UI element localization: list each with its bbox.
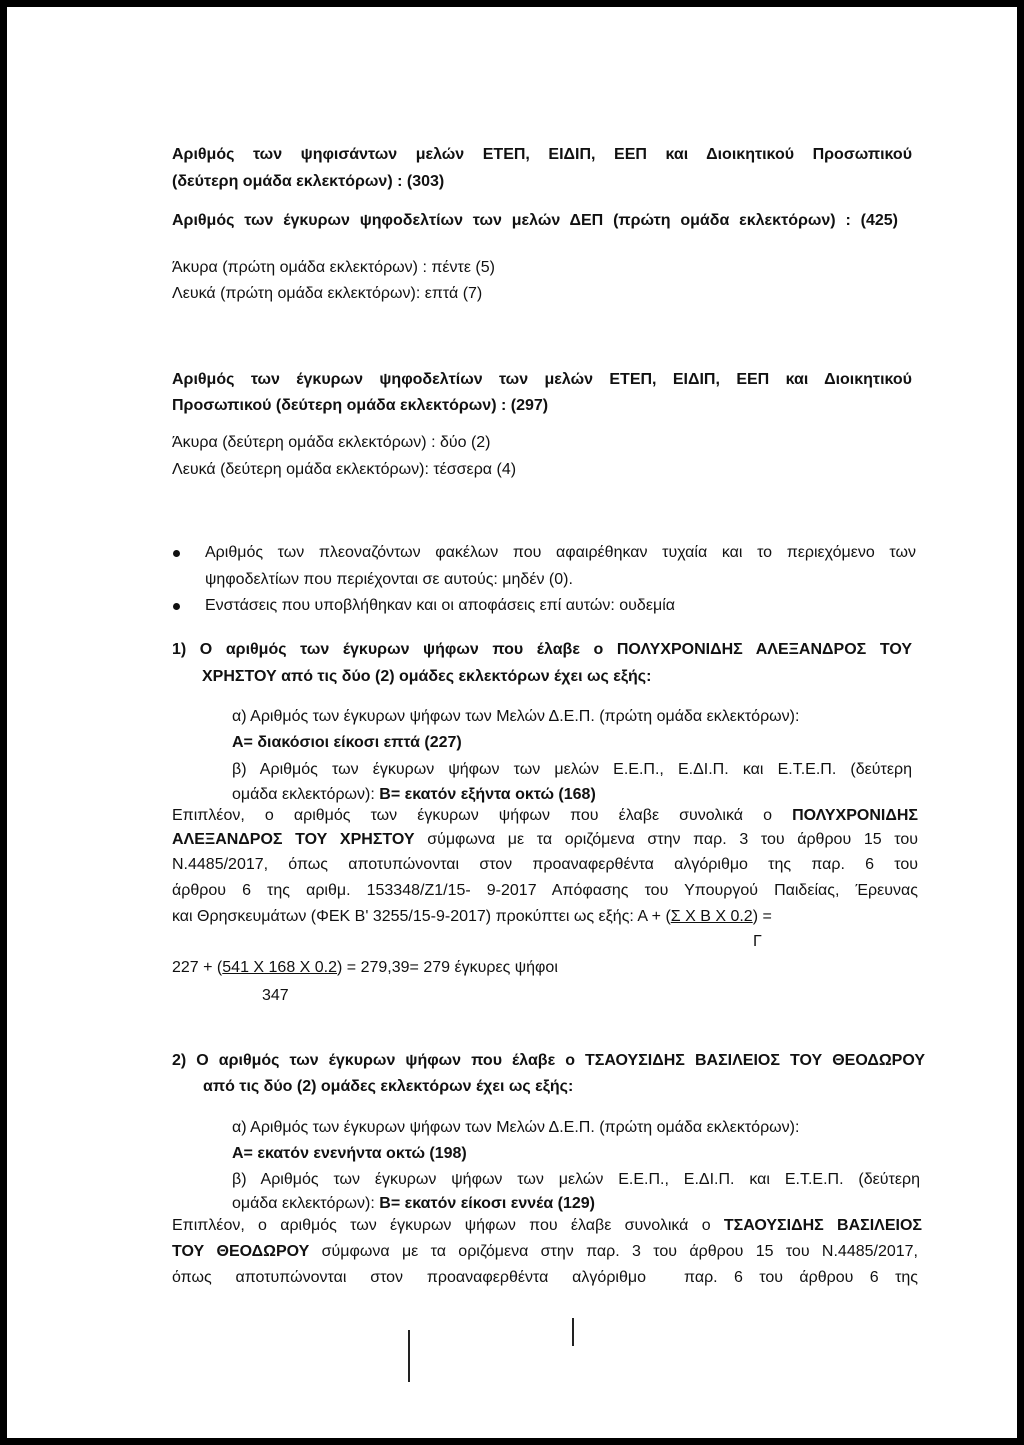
candidate-1-name-part-1: ΠΟΛΥΧΡΟΝΙΔΗΣ [792,807,918,824]
candidate-1-total-line-3: Ν.4485/2017, όπως αποτυπώνονται στον προαναφερθέντα αλγόριθμο της παρ. 6 του [172,856,918,873]
first-group-blank: Λευκά (πρώτη ομάδα εκλεκτόρων): επτά (7) [172,285,483,302]
candidate-1-total-line-2-text: σύμφωνα με τα οριζόμενα στην παρ. 3 του άρθρου 15 του [427,831,918,848]
bullet-icon [173,603,180,610]
scan-mark [572,1318,574,1346]
candidate-2-name-part-1: ΤΣΑΟΥΣΙΔΗΣ ΒΑΣΙΛΕΙΟΣ [723,1217,923,1234]
candidate-1-total-line-5-text: και Θρησκευμάτων (ΦΕΚ Β' 3255/15-9-2017) προκύπτει ως εξής: Α + ( [172,908,671,925]
candidate-1-b-label-line-1: β) Αριθμός των έγκυρων ψήφων των μελών Ε.Ε.Π., Ε.ΔΙ.Π. και Ε.Τ.Ε.Π. (δεύτερη [232,761,912,778]
candidate-1-total-line-4: άρθρου 6 της αριθμ. 153348/Ζ1/15- 9-2017 Απόφασης του Υπουργού Παιδείας, Έρευνας [172,882,918,899]
candidate-1-heading-line-2: ΧΡΗΣΤΟΥ από τις δύο (2) ομάδες εκλεκτόρων έχει ως εξής: [202,668,652,685]
result-suffix: ) = 279,39= 279 έγκυρες ψήφοι [337,959,558,976]
bullet-icon [173,550,180,557]
formula-numerator: Σ Χ Β Χ 0.2 [670,908,753,925]
candidate-2-a-label: α) Αριθμός των έγκυρων ψήφων των Μελών Δ.Ε.Π. (πρώτη ομάδα εκλεκτόρων): [232,1119,800,1136]
candidate-1-total-line-5 [172,907,772,927]
result-prefix: 227 + ( [172,959,223,976]
candidate-2-b-line-2 [232,1194,595,1214]
bullet-2-line-1: Ενστάσεις που υποβλήθηκαν και οι αποφάσεις επί αυτών: ουδεμία [205,597,675,614]
turnout-line-2: (δεύτερη ομάδα εκλεκτόρων) : (303) [172,173,445,190]
first-group-valid: Αριθμός των έγκυρων ψηφοδελτίων των μελών ΔΕΠ (πρώτη ομάδα εκλεκτόρων) : (425) [172,212,898,229]
candidate-2-name-part-2: ΤΟΥ ΘΕΟΔΩΡΟΥ [172,1243,310,1260]
candidate-2-heading-line-2: από τις δύο (2) ομάδες εκλεκτόρων έχει ως εξής: [203,1078,574,1095]
candidate-1-name-part-2: ΑΛΕΞΑΝΔΡΟΣ ΤΟΥ ΧΡΗΣΤΟΥ [172,831,415,848]
bullet-1-line-2: ψηφοδελτίων που περιέχονται σε αυτούς: μηδέν (0). [205,571,573,588]
candidate-1-result-line [172,958,558,978]
result-numerator: 541 Χ 168 Χ 0.2 [222,959,338,976]
candidate-1-a-label: α) Αριθμός των έγκυρων ψήφων των Μελών Δ.Ε.Π. (πρώτη ομάδα εκλεκτόρων): [232,708,800,725]
candidate-1-b-value: Β= εκατόν εξήντα οκτώ (168) [379,786,596,803]
candidate-2-a-value: Α= εκατόν ενενήντα οκτώ (198) [232,1145,467,1162]
candidate-2-heading-line-1: 2) Ο αριθμός των έγκυρων ψήφων που έλαβε ο ΤΣΑΟΥΣΙΔΗΣ ΒΑΣΙΛΕΙΟΣ ΤΟΥ ΘΕΟΔΩΡΟΥ [172,1052,925,1069]
candidate-1-total-line-2 [172,830,918,850]
second-group-invalid: Άκυρα (δεύτερη ομάδα εκλεκτόρων) : δύο (2) [172,434,491,451]
candidate-2-total-line-2 [172,1242,918,1262]
result-denominator: 347 [262,987,289,1004]
formula-denominator: Γ [753,933,762,950]
candidate-1-total-line-1 [172,806,918,826]
candidate-2-total-line-3-left: όπως αποτυπώνονται στον προαναφερθέντα αλγόριθμο [172,1269,646,1286]
scan-mark [408,1330,410,1382]
candidate-2-total-line-1 [172,1216,922,1236]
turnout-line-1: Αριθμός των ψηφισάντων μελών ΕΤΕΠ, ΕΙΔΙΠ, ΕΕΠ και Διοικητικού Προσωπικού [172,146,912,163]
candidate-1-a-value: Α= διακόσιοι είκοσι επτά (227) [232,734,462,751]
candidate-1-b-line-2 [232,785,596,805]
second-group-valid-line-1: Αριθμός των έγκυρων ψηφοδελτίων των μελών ΕΤΕΠ, ΕΙΔΙΠ, ΕΕΠ και Διοικητικού [172,371,912,388]
candidate-1-heading-line-1: 1) Ο αριθμός των έγκυρων ψήφων που έλαβε ο ΠΟΛΥΧΡΟΝΙΔΗΣ ΑΛΕΞΑΝΔΡΟΣ ΤΟΥ [172,641,912,658]
candidate-2-total-line-1-text: Επιπλέον, ο αριθμός των έγκυρων ψήφων που έλαβε συνολικά ο [172,1217,711,1234]
second-group-blank: Λευκά (δεύτερη ομάδα εκλεκτόρων): τέσσερα (4) [172,461,517,478]
second-group-valid-line-2: Προσωπικού (δεύτερη ομάδα εκλεκτόρων) : (297) [172,397,549,414]
candidate-2-total-line-2-text: σύμφωνα με τα οριζόμενα στην παρ. 3 του άρθρου 15 του Ν.4485/2017, [321,1243,918,1260]
candidate-2-b-label-line-1: β) Αριθμός των έγκυρων ψήφων των μελών Ε.Ε.Π., Ε.ΔΙ.Π. και Ε.Τ.Ε.Π. (δεύτερη [232,1171,920,1188]
bullet-1-line-1: Αριθμός των πλεοναζόντων φακέλων που αφαιρέθηκαν τυχαία και το περιεχόμενο των [205,544,916,561]
candidate-2-b-label-line-2: ομάδα εκλεκτόρων): [232,1195,375,1212]
candidate-2-b-value: Β= εκατόν είκοσι εννέα (129) [379,1195,595,1212]
candidate-1-total-line-1-text: Επιπλέον, ο αριθμός των έγκυρων ψήφων που έλαβε συνολικά ο [172,807,772,824]
candidate-2-total-line-3-right: παρ. 6 του άρθρου 6 της [684,1269,918,1286]
first-group-invalid: Άκυρα (πρώτη ομάδα εκλεκτόρων) : πέντε (5) [172,259,495,276]
candidate-1-b-label-line-2: ομάδα εκλεκτόρων): [232,786,375,803]
formula-close: ) = [752,908,772,925]
